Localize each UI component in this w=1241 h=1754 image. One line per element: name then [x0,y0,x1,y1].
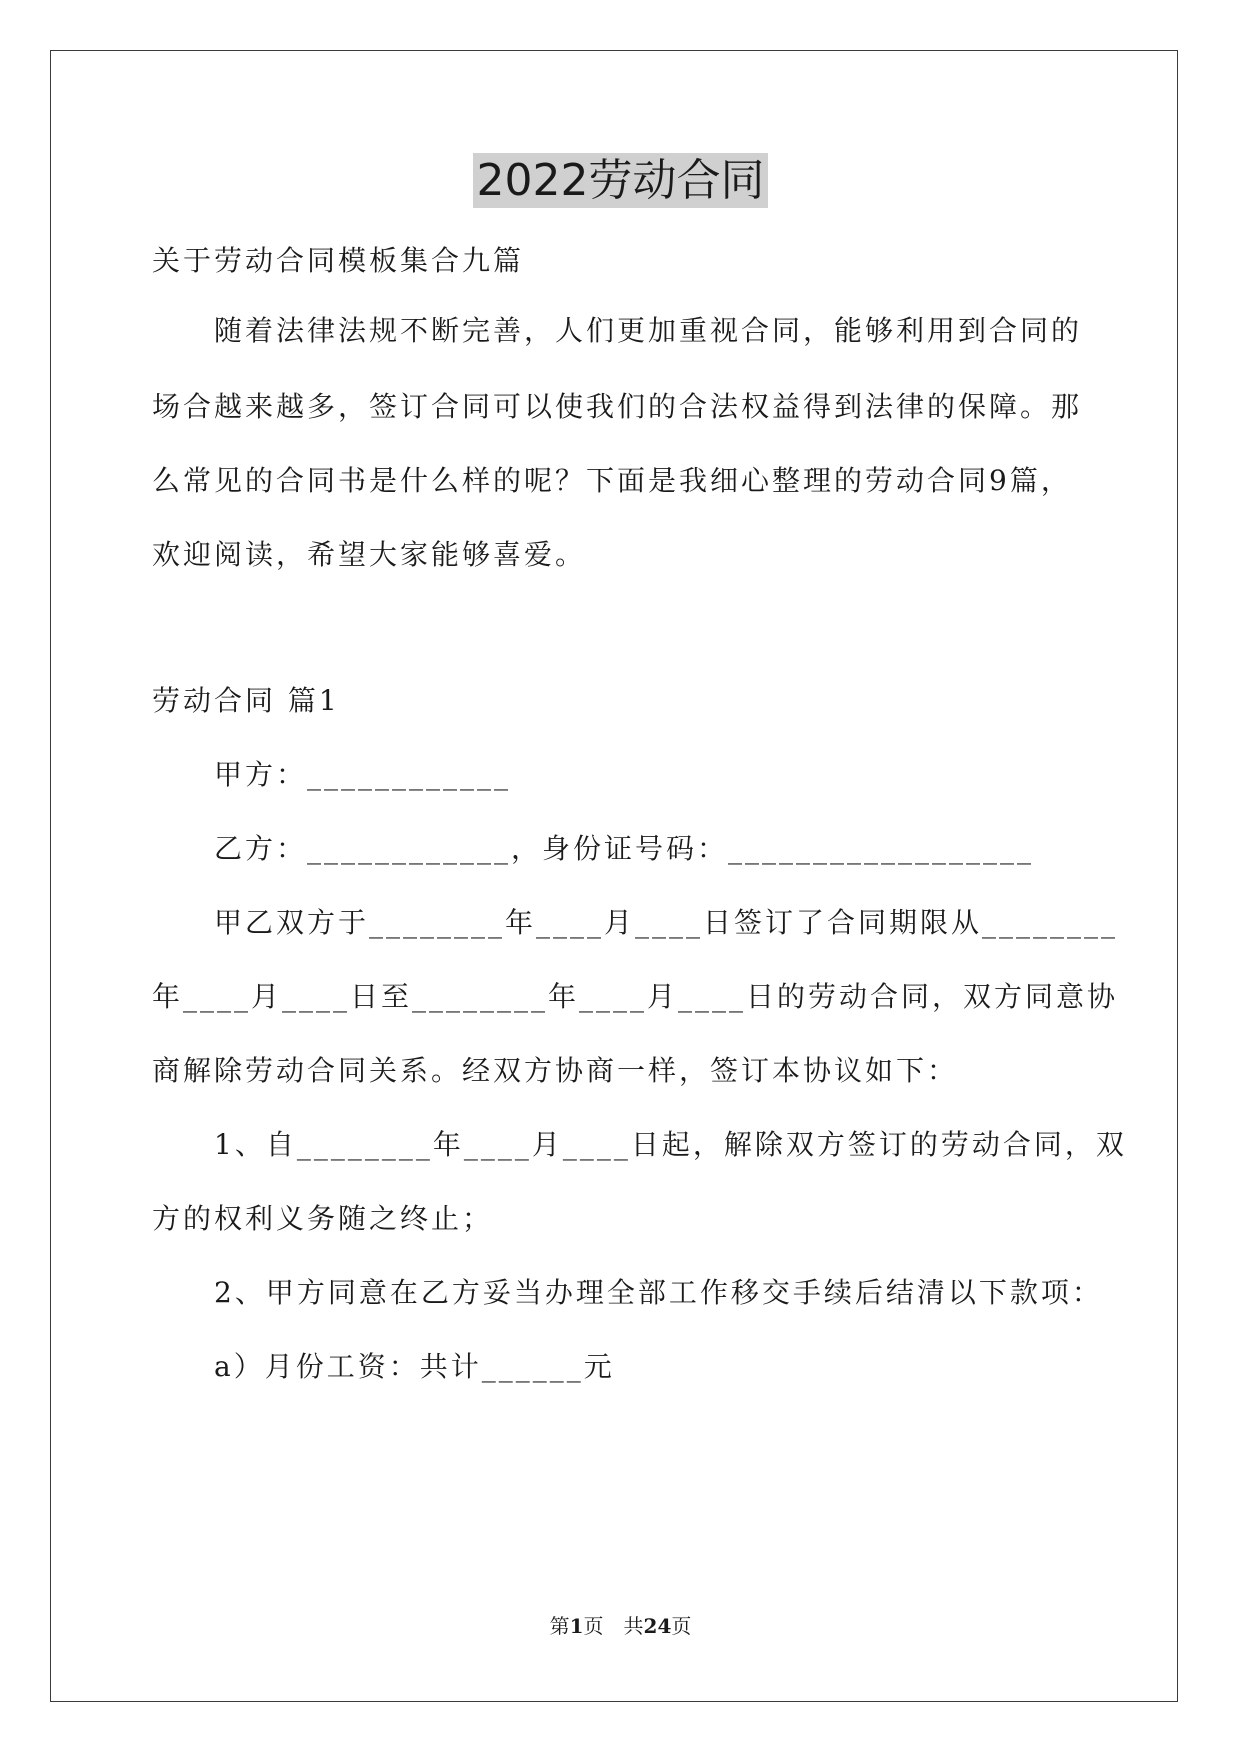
body-line-3: 甲乙双方于________年____月____日签订了合同期限从________ [214,906,1119,939]
document-title-text: 2022劳动合同 [473,153,769,208]
body-line-5: 商解除劳动合同关系。经双方协商一样，签订本协议如下： [152,1054,959,1087]
section-heading: 劳动合同 篇1 [152,684,340,717]
intro-line-3: 么常见的合同书是什么样的呢？下面是我细心整理的劳动合同9篇， [152,464,1072,497]
footer-suffix: 页 [671,1614,692,1638]
clause-2-line: 2、甲方同意在乙方妥当办理全部工作移交手续后结清以下款项： [214,1276,1103,1309]
party-b-line: 乙方：____________，身份证号码：__________________ [214,832,1035,865]
body-line-4: 年____月____日至________年____月____日的劳动合同，双方同意协 [152,980,1119,1013]
clause-1-line-2: 方的权利义务随之终止； [152,1202,494,1235]
intro-line-4: 欢迎阅读，希望大家能够喜爱。 [152,538,587,571]
footer-current-page: 1 [569,1614,584,1638]
footer-prefix: 第 [549,1614,570,1638]
footer-total-pages: 24 [643,1614,672,1638]
page-border [50,50,1178,1702]
intro-line-1: 随着法律法规不断完善，人们更加重视合同，能够利用到合同的 [214,314,1083,347]
footer-mid: 页 共 [583,1614,644,1638]
document-title [0,153,1241,209]
intro-line-2: 场合越来越多，签订合同可以使我们的合法权益得到法律的保障。那 [152,390,1083,423]
clause-2a-line: a）月份工资：共计______元 [214,1350,615,1383]
party-a-line: 甲方：____________ [214,758,512,791]
clause-1-line-1: 1、自________年____月____日起，解除双方签订的劳动合同，双 [214,1128,1127,1161]
page-footer [0,1612,1241,1640]
document-subtitle: 关于劳动合同模板集合九篇 [152,244,525,277]
